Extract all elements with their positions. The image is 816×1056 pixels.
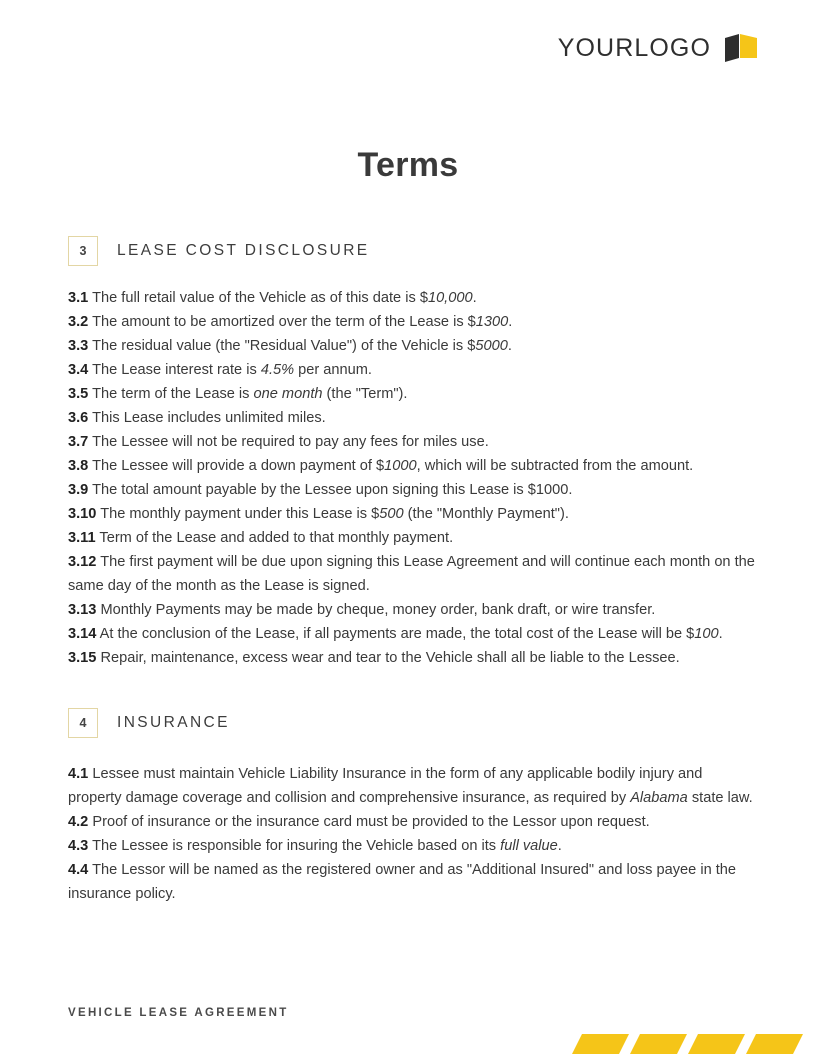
clause-text: At the conclusion of the Lease, if all payments are made, the total cost of the Lease will be $	[99, 626, 695, 642]
clause-text: The Lessee is responsible for insuring the Vehicle based on its	[92, 838, 501, 854]
clause-number: 3.12	[68, 554, 97, 570]
clause-number: 3.9	[68, 482, 89, 498]
clause-text: The full retail value of the Vehicle as of this date is $	[92, 290, 428, 306]
clause-text: The Lessee will provide a down payment of $	[92, 458, 385, 474]
clause-filled-value: 1300	[475, 314, 509, 330]
document-body	[68, 236, 756, 906]
section-heading	[68, 708, 756, 738]
clause-item	[68, 526, 756, 550]
clause-filled-value: 1000	[384, 458, 417, 474]
section-heading	[68, 236, 756, 266]
clause-text: state law.	[687, 790, 753, 806]
section-number-badge: 3	[68, 236, 98, 266]
logo-mark-icon	[724, 34, 758, 62]
clause-filled-value: 4.5%	[260, 362, 295, 378]
clause-item	[68, 646, 756, 670]
clause-item	[68, 358, 756, 382]
section-number-badge: 4	[68, 708, 98, 738]
clause-list	[68, 762, 756, 906]
clause-number: 3.2	[68, 314, 89, 330]
clause-text: The Lease interest rate is	[92, 362, 261, 378]
clause-item	[68, 334, 756, 358]
clause-text: Repair, maintenance, excess wear and tear to the Vehicle shall all be liable to the Lessee.	[100, 650, 680, 666]
logo-text: YOURLOGO	[557, 33, 711, 62]
clause-text: The Lessor will be named as the registered owner and as "Additional Insured" and loss payee in the insurance policy.	[68, 862, 737, 902]
clause-text: (the "Monthly Payment").	[403, 506, 569, 522]
clause-text: .	[508, 314, 513, 330]
clause-number: 3.14	[68, 626, 97, 642]
clause-number: 3.11	[68, 530, 96, 546]
clause-filled-value: one month	[253, 386, 323, 402]
clause-item	[68, 502, 756, 526]
clause-item	[68, 858, 756, 906]
footer-label: VEHICLE LEASE AGREEMENT	[68, 1007, 289, 1019]
clause-number: 3.8	[68, 458, 89, 474]
section-title: INSURANCE	[117, 714, 230, 731]
clause-number: 4.1	[68, 766, 89, 782]
clause-filled-value: 10,000	[427, 290, 473, 306]
clause-text: Term of the Lease and added to that monthly payment.	[99, 530, 454, 546]
clause-item	[68, 310, 756, 334]
clause-text: The first payment will be due upon signing this Lease Agreement and will continue each month on the same day of the month as the Lease is signed.	[68, 554, 755, 594]
clause-filled-value: 100	[694, 626, 719, 642]
clause-item	[68, 478, 756, 502]
clause-number: 4.4	[68, 862, 89, 878]
clause-number: 3.3	[68, 338, 89, 354]
clause-number: 3.10	[68, 506, 97, 522]
clause-number: 3.5	[68, 386, 89, 402]
section-title: LEASE COST DISCLOSURE	[117, 242, 370, 259]
clause-item	[68, 430, 756, 454]
clause-text: (the "Term").	[322, 386, 408, 402]
clause-item	[68, 762, 756, 810]
clause-filled-value: 5000	[475, 338, 508, 354]
logo	[558, 34, 758, 62]
clause-item	[68, 622, 756, 646]
clause-text: The monthly payment under this Lease is $	[100, 506, 380, 522]
clause-text: , which will be subtracted from the amount.	[416, 458, 694, 474]
clause-item	[68, 810, 756, 834]
clause-item	[68, 598, 756, 622]
clause-text: The term of the Lease is	[92, 386, 254, 402]
clause-text: Monthly Payments may be made by cheque, money order, bank draft, or wire transfer.	[100, 602, 656, 618]
clause-item	[68, 382, 756, 406]
clause-text: .	[472, 290, 477, 306]
clause-number: 3.7	[68, 434, 89, 450]
clause-item	[68, 286, 756, 310]
clause-number: 3.13	[68, 602, 97, 618]
clause-item	[68, 550, 756, 598]
clause-text: This Lease includes unlimited miles.	[92, 410, 326, 426]
clause-text: The Lessee will not be required to pay any fees for miles use.	[92, 434, 489, 450]
clause-text: .	[557, 838, 562, 854]
clause-text: The amount to be amortized over the term of the Lease is $	[92, 314, 476, 330]
clause-text: Proof of insurance or the insurance card must be provided to the Lessor upon request.	[92, 814, 650, 830]
clause-text: Lessee must maintain Vehicle Liability Insurance in the form of any applicable bodily injury and property damage coverage and collision and comprehensive insurance, as required by	[68, 766, 703, 806]
clause-text: The residual value (the "Residual Value") of the Vehicle is $	[92, 338, 476, 354]
footer-decoration	[0, 1030, 816, 1056]
page-title: Terms	[357, 146, 459, 184]
clause-filled-value: full value	[500, 838, 558, 854]
clause-number: 4.2	[68, 814, 89, 830]
clause-text: The total amount payable by the Lessee upon signing this Lease is $1000.	[92, 482, 573, 498]
document-header	[0, 34, 758, 62]
clause-item	[68, 834, 756, 858]
clause-number: 3.6	[68, 410, 89, 426]
clause-text: .	[718, 626, 723, 642]
clause-number: 4.3	[68, 838, 89, 854]
clause-number: 3.1	[68, 290, 89, 306]
clause-number: 3.15	[68, 650, 97, 666]
clause-filled-value: 500	[379, 506, 404, 522]
clause-item	[68, 454, 756, 478]
clause-list	[68, 286, 756, 670]
clause-text: .	[507, 338, 512, 354]
clause-item	[68, 406, 756, 430]
clause-text: per annum.	[294, 362, 372, 378]
clause-number: 3.4	[68, 362, 89, 378]
section-spacer	[68, 670, 756, 708]
clause-filled-value: Alabama	[630, 790, 688, 806]
